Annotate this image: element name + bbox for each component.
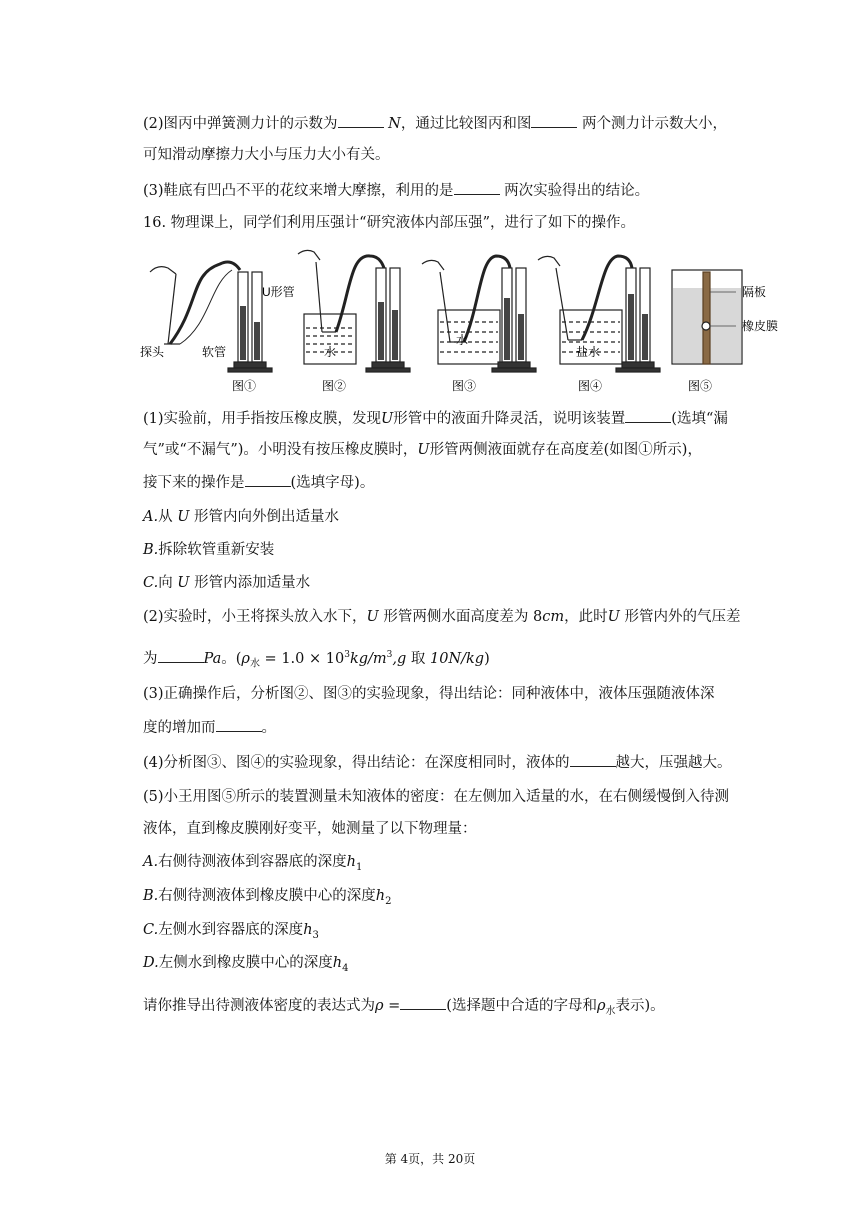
q16-intro: 16. 物理课上，同学们利用压强计“研究液体内部压强”，进行了如下的操作。 (143, 215, 635, 231)
measurement-c: C.左侧水到容器底的深度$h_3$ (143, 922, 319, 941)
q16-part4: (4)分析图③、图④的实验现象，得出结论：在深度相同时，液体的 越大，压强越大。 (143, 752, 732, 773)
label-partition: 隔板 (742, 285, 767, 299)
caption-fig5: 图⑤ (688, 379, 713, 393)
answer-blank[interactable] (570, 752, 616, 767)
caption-fig3: 图③ (452, 379, 477, 393)
label-water-3: 水 (456, 333, 469, 347)
q16-part1-line1: (1)实验前，用手指按压橡皮膜，发现U形管中的液面升降灵活，说明该装置 (选填“漏 (143, 408, 728, 429)
q16-part5-line2: 液体，直到橡皮膜刚好变平，她测量了以下物理量： (143, 821, 477, 837)
answer-blank[interactable] (625, 408, 671, 423)
measurement-a: A.右侧待测液体到容器底的深度$h_1$ (143, 854, 363, 873)
q16-final: 请你推导出待测液体密度的表达式为ρ = (选择题中合适的字母和$\rho_水$表示)。 (143, 995, 665, 1022)
q16-part5-line1: (5)小王用图⑤所示的装置测量未知液体的密度：在左侧加入适量的水，在右侧缓慢倒入待测 (143, 789, 730, 805)
q16-part1-line3: 接下来的操作是 (选填字母)。 (143, 472, 374, 493)
q16-part2-line1: (2)实验时，小王将探头放入水下，U 形管两侧水面高度差为 8cm，此时U 形管内外的气压差 (143, 609, 741, 625)
option-c[interactable]: C.向 U 形管内添加适量水 (143, 575, 311, 591)
answer-blank[interactable] (245, 472, 291, 487)
figure-3 (422, 256, 536, 372)
caption-fig4: 图④ (578, 379, 603, 393)
q15-part2-line1: (2)图丙中弹簧测力计的示数为 N，通过比较图丙和图 两个测力计示数大小， (143, 113, 727, 134)
q16-part2-line2: 为 Pa。($\rho_水 = 1.0 \times 10^3kg/m^3,g$ 取 10N/kg) (143, 645, 490, 675)
label-water-2: 水 (324, 345, 337, 359)
q16-part3-line1: (3)正确操作后，分析图②、图③的实验现象，得出结论：同种液体中，液体压强随液体深 (143, 686, 715, 702)
answer-blank[interactable] (338, 113, 384, 128)
q16-part1-line2: 气”或“不漏气”)。小明没有按压橡皮膜时，U形管两侧液面就存在高度差(如图①所示)， (143, 442, 702, 458)
figure-2 (298, 250, 410, 372)
caption-fig2: 图② (322, 379, 347, 393)
answer-blank[interactable] (400, 995, 446, 1010)
label-u-tube: U形管 (262, 285, 295, 299)
option-b[interactable]: B.拆除软管重新安装 (143, 542, 275, 558)
q15-part3: (3)鞋底有凹凸不平的花纹来增大摩擦，利用的是 两次实验得出的结论。 (143, 180, 649, 201)
pressure-gauge-figure (140, 244, 790, 394)
measurement-d: D.左侧水到橡皮膜中心的深度$h_4$ (143, 955, 349, 974)
q15-part2-line2: 可知滑动摩擦力大小与压力大小有关。 (143, 147, 390, 163)
q16-part3-line2: 度的增加而 。 (143, 717, 276, 738)
label-soft-tube: 软管 (202, 345, 227, 359)
option-a[interactable]: A.从 U 形管内向外倒出适量水 (143, 509, 340, 525)
figure-5 (672, 270, 742, 364)
answer-blank[interactable] (531, 113, 577, 128)
label-membrane: 橡皮膜 (742, 319, 779, 333)
label-brine: 盐水 (576, 345, 601, 359)
answer-blank[interactable] (158, 648, 204, 663)
measurement-b: B.右侧待测液体到橡皮膜中心的深度$h_2$ (143, 888, 392, 907)
answer-blank[interactable] (216, 717, 262, 732)
label-probe: 探头 (140, 345, 165, 359)
answer-blank[interactable] (454, 180, 500, 195)
caption-fig1: 图① (232, 379, 257, 393)
page-footer: 第 4页，共 20页 (384, 1152, 476, 1166)
